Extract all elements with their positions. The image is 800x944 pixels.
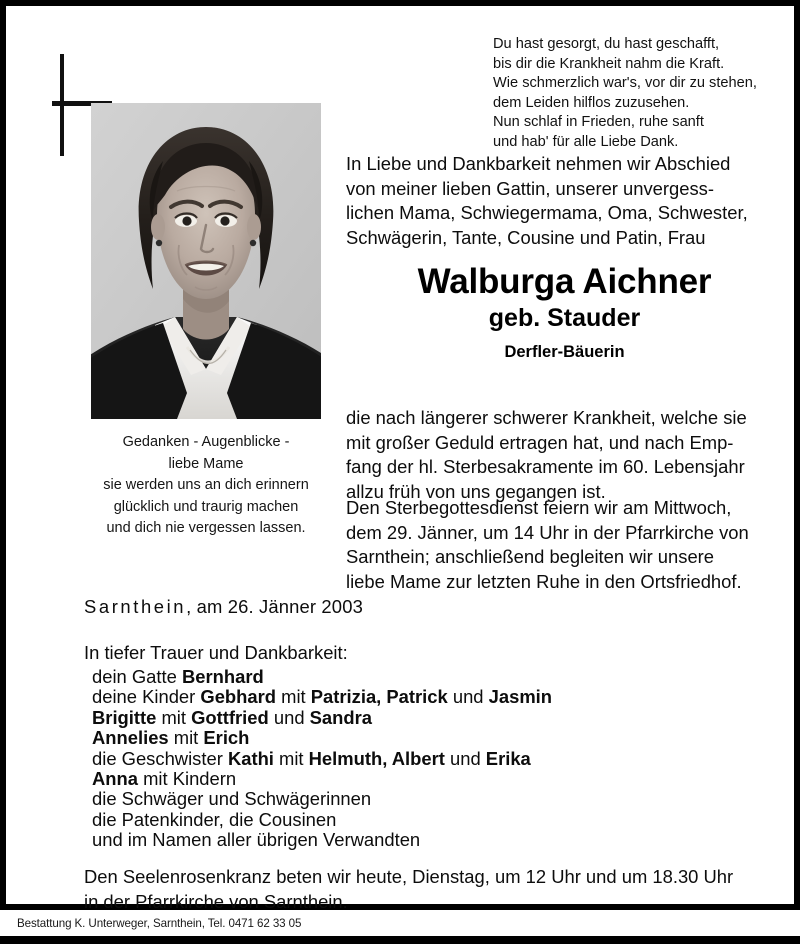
mourner-relation: dein Gatte — [92, 666, 182, 687]
mourners-heading: In tiefer Trauer und Dankbarkeit: — [84, 642, 348, 663]
funeral-home-credit: Bestattung K. Unterweger, Sarnthein, Tel. 0471 62 33 05 — [17, 917, 302, 930]
portrait-photo — [91, 103, 321, 419]
mourner-name: Helmuth, Albert — [308, 747, 445, 769]
mourner-line — [92, 830, 752, 850]
service-line: liebe Mame zur letzten Ruhe in den Ortsfriedhof. — [346, 570, 742, 592]
deceased-name: Walburga Aichner — [417, 262, 712, 301]
mourner-name: Bernhard — [181, 666, 264, 687]
notice-date: , am 26. Jänner 2003 — [186, 596, 363, 617]
mourner-line — [92, 667, 752, 687]
mourner-relation: und — [447, 686, 489, 708]
deceased-name-block — [346, 262, 783, 365]
photo-caption-line: sie werden uns an dich erinnern — [103, 477, 309, 493]
mourner-relation: mit — [156, 706, 192, 728]
mourner-relation: mit — [168, 727, 204, 749]
mourner-line — [92, 789, 752, 809]
mourner-relation: und — [268, 706, 310, 728]
mourner-name: Kathi — [227, 747, 274, 769]
mourner-relation: die Schwäger und Schwägerinnen — [92, 788, 372, 810]
mourner-relation: deine Kinder — [92, 686, 201, 708]
frame-border-right — [794, 0, 800, 910]
mourner-name: Gebhard — [200, 686, 277, 708]
rosary-line: in der Pfarrkirche von Sarnthein. — [84, 890, 348, 912]
illness-line: mit großer Geduld ertragen hat, und nach Emp- — [346, 431, 734, 453]
page-bottom-bar — [0, 936, 800, 944]
mourner-line — [92, 749, 752, 769]
poem-line: Du hast gesorgt, du hast geschafft, — [493, 36, 720, 52]
poem-line: Wie schmerzlich war's, vor dir zu stehen, — [493, 75, 757, 92]
funeral-service-paragraph — [346, 496, 783, 594]
mourner-name: Erich — [203, 727, 250, 749]
notice-content — [6, 6, 794, 912]
mourner-relation: und im Namen aller übrigen Verwandten — [92, 829, 421, 851]
photo-caption-line: und dich nie vergessen lassen. — [106, 520, 306, 536]
mourner-name: Erika — [485, 747, 531, 769]
mourner-relation: und — [444, 747, 486, 769]
poem-line: bis dir die Krankheit nahm die Kraft. — [493, 55, 725, 72]
mourner-name: Annelies — [92, 727, 169, 749]
mourner-name: Jasmin — [488, 686, 553, 708]
mourner-name: Sandra — [309, 706, 373, 728]
mourner-line — [92, 728, 752, 748]
mourner-name: Anna — [92, 768, 138, 790]
mourner-relation: mit — [273, 747, 309, 769]
memorial-poem — [493, 35, 783, 153]
mourner-name: Gottfried — [191, 706, 269, 728]
service-line: Den Sterbegottesdienst feiern wir am Mittwoch, — [346, 497, 732, 518]
intro-line: In Liebe und Dankbarkeit nehmen wir Abschied — [346, 153, 731, 174]
intro-paragraph — [346, 152, 783, 250]
photo-caption — [68, 432, 344, 540]
illness-line: die nach längerer schwerer Krankheit, welche sie — [346, 407, 747, 428]
mourner-line — [92, 708, 752, 728]
mourner-name: Patrizia, Patrick — [310, 686, 448, 708]
mourner-line — [92, 810, 752, 830]
poem-line: und hab' für alle Liebe Dank. — [493, 133, 679, 150]
mourners-list — [92, 667, 752, 851]
rosary-announcement — [84, 865, 784, 914]
place-name: Sarnthein — [84, 596, 187, 617]
illness-line: allzu früh von uns gegangen ist. — [346, 480, 606, 502]
intro-line: lichen Mama, Schwiegermama, Oma, Schwester, — [346, 202, 748, 224]
service-line: dem 29. Jänner, um 14 Uhr in der Pfarrkirche von — [346, 521, 749, 543]
deceased-house-name: Derfler-Bäuerin — [504, 343, 625, 361]
mourner-relation: mit — [276, 686, 311, 708]
illness-paragraph — [346, 406, 783, 504]
photo-caption-line: glücklich und traurig machen — [113, 498, 299, 515]
place-and-date — [84, 596, 363, 618]
photo-caption-line: Gedanken - Augenblicke - — [122, 434, 290, 450]
rosary-line: Den Seelenrosenkranz beten wir heute, Dienstag, um 12 Uhr und um 18.30 Uhr — [84, 866, 734, 887]
service-line: Sarnthein; anschließend begleiten wir unsere — [346, 546, 715, 568]
intro-line: Schwägerin, Tante, Cousine und Patin, Frau — [346, 226, 706, 248]
deceased-maiden-name: geb. Stauder — [488, 304, 641, 332]
mourner-name: Brigitte — [92, 706, 157, 728]
illness-line: fang der hl. Sterbesakramente im 60. Lebensjahr — [346, 456, 745, 478]
photo-caption-line: liebe Mame — [168, 455, 244, 472]
intro-line: von meiner lieben Gattin, unserer unvergess- — [346, 177, 715, 199]
mourner-relation: mit Kindern — [137, 768, 237, 790]
mourner-line — [92, 687, 752, 707]
mourner-relation: die Geschwister — [92, 747, 228, 769]
mourner-line — [92, 769, 752, 789]
poem-line: Nun schlaf in Frieden, ruhe sanft — [493, 114, 704, 131]
poem-line: dem Leiden hilflos zuzusehen. — [493, 94, 690, 111]
mourner-relation: die Patenkinder, die Cousinen — [92, 808, 337, 830]
